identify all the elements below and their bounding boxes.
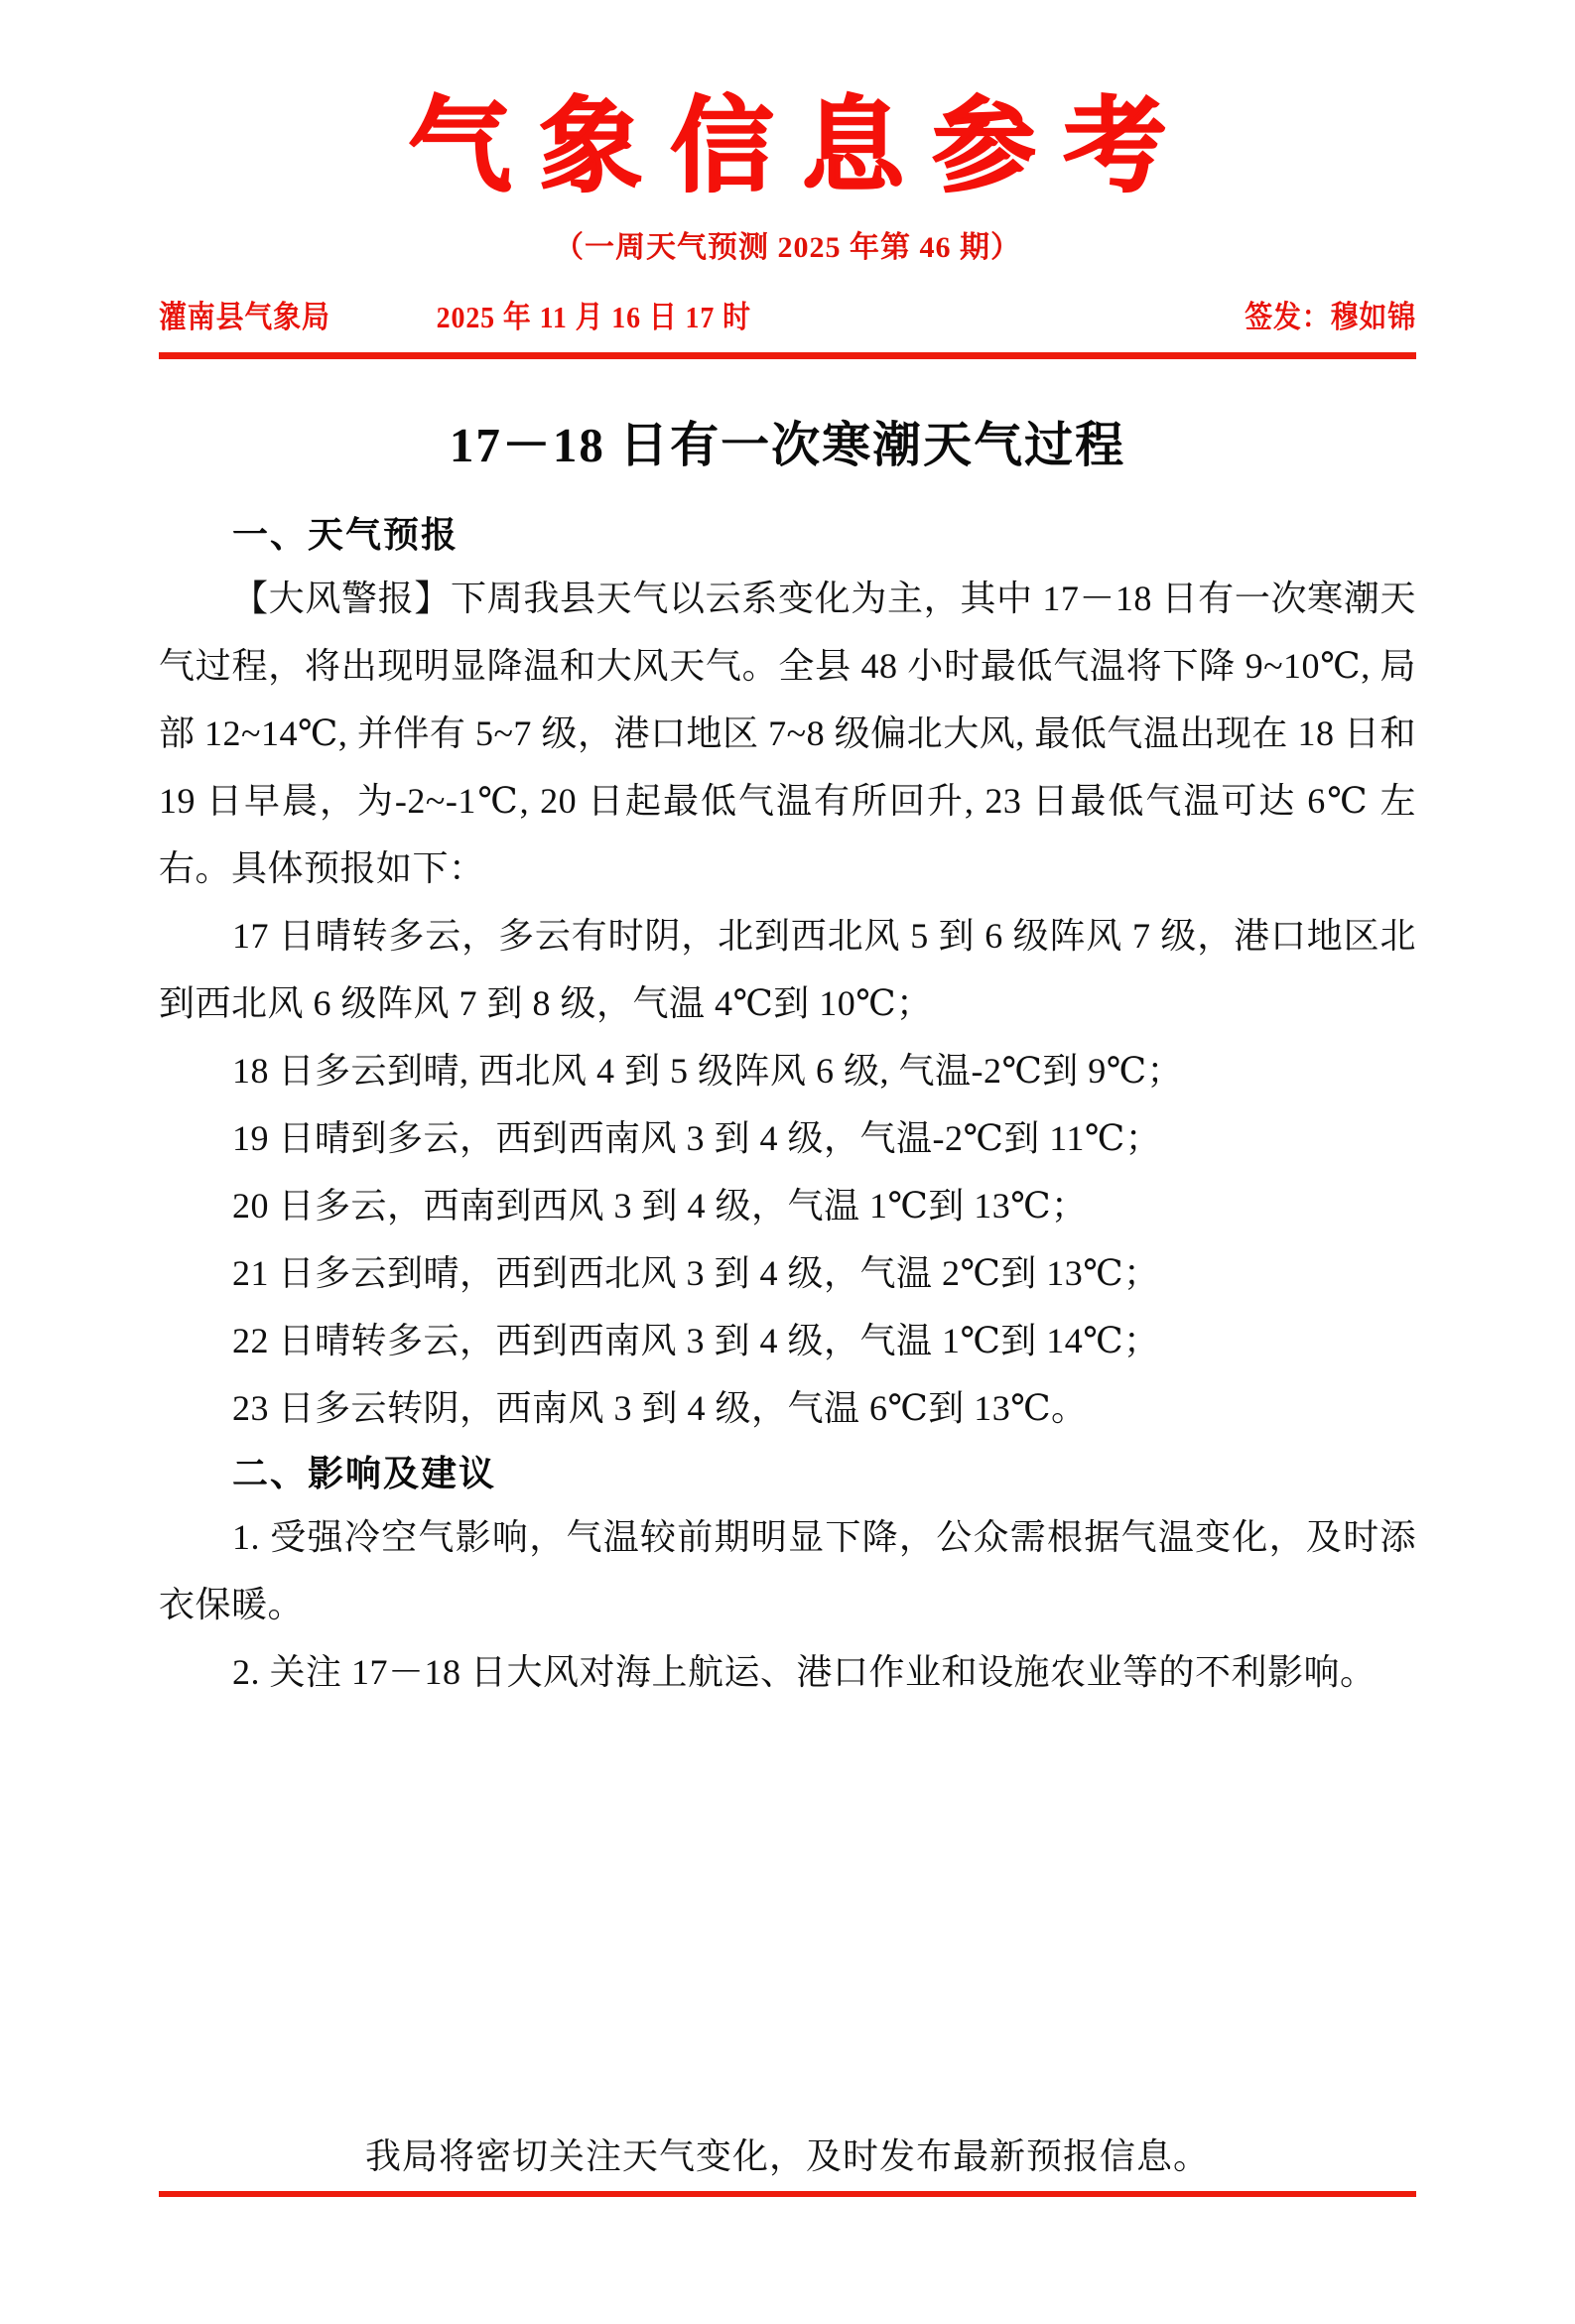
issuing-office: 灌南县气象局 — [159, 300, 330, 335]
daily-forecast-21: 21 日多云到晴，西到西北风 3 到 4 级，气温 2℃到 13℃； — [232, 1253, 1160, 1294]
document-body — [159, 509, 1416, 1706]
impact-item-2: 2. 关注 17－18 日大风对海上航运、港口作业和设施农业等的不利影响。 — [232, 1652, 1377, 1693]
daily-forecast-20: 20 日多云，西南到西风 3 到 4 级，气温 1℃到 13℃； — [232, 1186, 1088, 1227]
daily-forecast-17: 17 日晴转多云，多云有时阴，北到西北风 5 到 6 级阵风 7 级，港口地区北到西北风 6 级阵风 7 到 8 级，气温 4℃到 10℃； — [159, 916, 1416, 1024]
footer-note: 我局将密切关注天气变化，及时发布最新预报信息。 — [364, 2136, 1210, 2177]
section-heading-impact: 二、影响及建议 — [232, 1454, 497, 1495]
daily-forecast-22: 22 日晴转多云，西到西南风 3 到 4 级，气温 1℃到 14℃； — [232, 1321, 1160, 1361]
publication-title: 气象信息参考 — [408, 84, 1195, 206]
daily-forecast-18: 18 日多云到晴, 西北风 4 到 5 级阵风 6 级, 气温-2℃到 9℃； — [232, 1051, 1184, 1092]
forecast-intro-paragraph: 【大风警报】下周我县天气以云系变化为主，其中 17－18 日有一次寒潮天气过程，将出现明显降温和大风天气。全县 48 小时最低气温将下降 9~10℃, 局部 12~14℃, 并伴有 5~7 级，港口地区 7~8 级偏北大风, 最低气温出现在 18 日和 19 日早晨，为-2~-1℃, 20 日起最低气温有所回升, 23 日最低气温可达 6℃ 左右。具体预报如下： — [159, 579, 1416, 889]
issue-info-bar — [159, 292, 1416, 336]
footer-zone — [159, 2132, 1416, 2197]
masthead — [159, 0, 1416, 266]
section-heading-forecast: 一、天气预报 — [232, 515, 459, 557]
issue-signer: 签发：穆如锦 — [1245, 300, 1416, 335]
header-divider-rule — [159, 352, 1416, 359]
publication-subtitle: （一周天气预测 2025 年第 46 期） — [554, 231, 1021, 265]
document-headline: 17－18 日有一次寒潮天气过程 — [449, 418, 1126, 473]
impact-item-1: 1. 受强冷空气影响，气温较前期明显下降，公众需根据气温变化，及时添衣保暖。 — [159, 1517, 1416, 1625]
issue-datetime: 2025 年 11 月 16 日 17 时 — [436, 300, 751, 335]
daily-forecast-23: 23 日多云转阴，西南风 3 到 4 级，气温 6℃到 13℃。 — [232, 1388, 1088, 1429]
daily-forecast-19: 19 日晴到多云，西到西南风 3 到 4 级，气温-2℃到 11℃； — [232, 1118, 1162, 1159]
footer-divider-rule — [159, 2191, 1416, 2197]
